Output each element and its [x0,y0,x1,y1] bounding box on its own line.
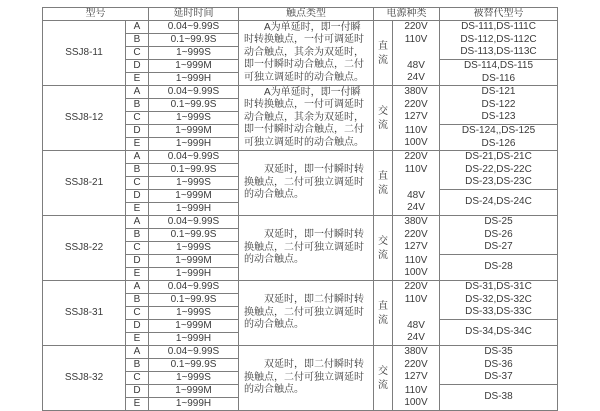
voltage-value: 24V [407,332,425,344]
voltage-group-top [393,346,440,385]
variant-letter-cell: E [126,333,149,346]
voltage-group-top [393,21,440,60]
voltage-value: 127V [404,241,428,252]
replaced-model-value: DS-28 [484,261,513,273]
delay-time-cell: 1~999M [149,255,239,268]
voltage-value: 110V [404,293,428,305]
replaced-model-value: DS-111,DS-111C [461,21,536,32]
contact-type-cell [239,86,374,151]
replaced-model-value: DS-32,DS-32C [465,293,532,305]
voltage-group-top [393,86,440,125]
variant-letter-cell: D [126,320,149,333]
variant-letter-cell: C [126,177,149,190]
replaced-model-value: DS-121 [481,86,516,97]
voltage-value: 48V [407,59,425,71]
replaced-model-value: DS-112,DS-112C [460,33,537,45]
voltage-value: 127V [404,111,428,122]
replaced-model-value: DS-21,DS-21C [465,151,532,162]
variant-letter-cell: E [126,268,149,281]
power-kind-cell [374,21,393,86]
replaced-model-value: DS-31,DS-31C [465,281,532,292]
replaced-group-bottom [440,385,558,411]
power-kind-char: 流 [378,249,388,261]
voltage-group-top [393,281,440,320]
col-header-model: 型号 [43,8,149,21]
contact-type-text: A为单延时，即一付瞬时转换触点，一付可调延时动合触点，其余为双延时，即一付瞬时动合触点，二付可独立调延时的动合触点。 [244,86,364,148]
relay-spec-table [42,7,558,411]
voltage-value: 127V [404,371,428,382]
variant-letter-cell: E [126,398,149,411]
voltage-value: 110V [404,124,428,136]
model-cell: SSJ8-32 [43,346,126,411]
voltage-group-bottom [393,385,440,411]
contact-type-cell [239,216,374,281]
delay-time-cell: 0.1~99.9S [149,34,239,47]
delay-time-cell: 1~999S [149,372,239,385]
variant-letter-cell: B [126,164,149,177]
contact-type-text: A为单延时，即一付瞬时转换触点，一付可调延时动合触点，其余为双延时，即一付瞬时动合触点，二付可独立调延时的动合触点。 [244,21,364,83]
power-kind-cell [374,346,393,411]
variant-letter-cell: D [126,125,149,138]
replaced-model-value: DS-37 [484,371,513,382]
variant-letter-cell: B [126,294,149,307]
voltage-value: 110V [404,254,428,266]
delay-time-cell: 1~999H [149,333,239,346]
delay-time-cell: 0.1~99.9S [149,294,239,307]
delay-time-cell: 1~999M [149,320,239,333]
power-kind-char: 流 [378,184,388,196]
replaced-model-value: DS-22,DS-22C [465,163,532,175]
power-kind-cell [374,281,393,346]
power-kind-char: 交 [378,235,388,247]
model-cell: SSJ8-12 [43,86,126,151]
variant-letter-cell: C [126,307,149,320]
replaced-group-top [440,281,558,320]
variant-letter-cell: B [126,229,149,242]
replaced-model-value: DS-26 [484,228,513,240]
model-cell: SSJ8-11 [43,21,126,86]
voltage-group-bottom [393,60,440,86]
voltage-value: 100V [404,267,428,279]
voltage-value: 100V [404,397,428,409]
variant-letter-cell: E [126,138,149,151]
col-header-delay: 延时时间 [149,8,239,21]
power-kind-char: 直 [378,40,388,52]
replaced-model-value: DS-36 [484,358,513,370]
variant-letter-cell: B [126,99,149,112]
replaced-model-value: DS-27 [484,241,513,252]
variant-letter-cell: A [126,281,149,294]
model-cell: SSJ8-21 [43,151,126,216]
table-row [43,216,558,229]
replaced-model-value: DS-24,DS-24C [465,196,532,208]
delay-time-cell: 1~999M [149,125,239,138]
variant-letter-cell: A [126,346,149,359]
variant-letter-cell: D [126,60,149,73]
variant-letter-cell: E [126,203,149,216]
delay-time-cell: 1~999S [149,242,239,255]
replaced-model-value: DS-25 [484,216,513,227]
replaced-model-value: DS-126 [481,137,516,149]
table-row [43,281,558,294]
variant-letter-cell: A [126,86,149,99]
delay-time-cell: 0.04~9.99S [149,281,239,294]
variant-letter-cell: C [126,372,149,385]
header-row [43,8,558,21]
power-kind-char: 流 [378,54,388,66]
replaced-model-value: DS-34,DS-34C [465,326,532,338]
voltage-value: 220V [404,358,428,370]
voltage-value: 220V [404,228,428,240]
col-header-replaced: 被替代型号 [440,8,558,21]
variant-letter-cell: C [126,47,149,60]
contact-type-text: 双延时，即一付瞬时转换触点，二付可独立调延时的动合触点。 [244,164,364,201]
power-kind-cell [374,86,393,151]
power-kind-cell [374,216,393,281]
delay-time-cell: 1~999S [149,307,239,320]
voltage-value: 380V [404,86,428,97]
table-row [43,21,558,34]
power-kind-cell [374,151,393,216]
power-kind-char: 交 [378,365,388,377]
replaced-group-top [440,151,558,190]
voltage-value: 48V [407,189,425,201]
contact-type-text: 双延时，即二付瞬时转换触点，二付可独立调延时的动合触点。 [244,359,364,396]
voltage-value: 220V [404,21,428,32]
model-cell: SSJ8-22 [43,216,126,281]
replaced-group-top [440,21,558,60]
contact-type-text: 双延时，即二付瞬时转换触点，二付可独立调延时的动合触点。 [244,294,364,331]
delay-time-cell: 1~999H [149,203,239,216]
delay-time-cell: 1~999M [149,190,239,203]
model-cell: SSJ8-31 [43,281,126,346]
variant-letter-cell: D [126,255,149,268]
power-kind-char: 流 [378,314,388,326]
variant-letter-cell: D [126,385,149,398]
replaced-group-bottom [440,60,558,86]
delay-time-cell: 1~999H [149,268,239,281]
contact-type-text: 双延时，即一付瞬时转换触点，二付可独立调延时的动合触点。 [244,229,364,266]
contact-type-cell [239,151,374,216]
delay-time-cell: 1~999M [149,385,239,398]
table-row [43,86,558,99]
replaced-model-value: DS-38 [484,391,513,403]
replaced-group-top [440,86,558,125]
contact-type-cell [239,346,374,411]
delay-time-cell: 0.1~99.9S [149,99,239,112]
voltage-group-top [393,151,440,190]
table-row [43,151,558,164]
power-kind-char: 直 [378,170,388,182]
delay-time-cell: 1~999H [149,138,239,151]
contact-type-cell [239,21,374,86]
voltage-group-top [393,216,440,255]
delay-time-cell: 1~999H [149,73,239,86]
voltage-value: 48V [407,319,425,331]
replaced-model-value: DS-124,,DS-125 [461,125,536,136]
col-header-contact: 触点类型 [239,8,374,21]
voltage-value: 24V [407,202,425,214]
replaced-group-top [440,216,558,255]
replaced-model-value: DS-113,DS-113C [460,46,537,57]
variant-letter-cell: B [126,34,149,47]
voltage-value: 100V [404,137,428,149]
variant-letter-cell: D [126,190,149,203]
voltage-group-bottom [393,190,440,216]
voltage-value: 110V [404,163,428,175]
replaced-group-bottom [440,125,558,151]
variant-letter-cell: B [126,359,149,372]
power-kind-char: 交 [378,105,388,117]
replaced-group-bottom [440,320,558,346]
replaced-model-value: DS-35 [484,346,513,357]
replaced-model-value: DS-33,DS-33C [465,306,532,317]
replaced-model-value: DS-122 [481,98,516,110]
power-kind-char: 流 [378,379,388,391]
voltage-value: 110V [404,33,428,45]
contact-type-cell [239,281,374,346]
delay-time-cell: 0.1~99.9S [149,359,239,372]
replaced-model-value: DS-123 [481,111,516,122]
voltage-value: 380V [404,216,428,227]
replaced-group-bottom [440,255,558,281]
table-row [43,346,558,359]
delay-time-cell: 1~999S [149,47,239,60]
voltage-value: 220V [404,281,428,292]
delay-time-cell: 0.04~9.99S [149,216,239,229]
delay-time-cell: 0.1~99.9S [149,229,239,242]
voltage-value: 24V [407,72,425,84]
power-kind-char: 直 [378,300,388,312]
delay-time-cell: 0.04~9.99S [149,151,239,164]
replaced-model-value: DS-116 [481,72,516,84]
delay-time-cell: 0.04~9.99S [149,21,239,34]
col-header-power: 电源种类 [374,8,440,21]
delay-time-cell: 1~999S [149,112,239,125]
delay-time-cell: 0.1~99.9S [149,164,239,177]
replaced-model-value: DS-114,DS-115 [463,60,534,71]
delay-time-cell: 0.04~9.99S [149,346,239,359]
voltage-value: 220V [404,151,428,162]
replaced-group-bottom [440,190,558,216]
voltage-group-bottom [393,320,440,346]
voltage-value: 110V [404,384,428,396]
voltage-group-bottom [393,255,440,281]
variant-letter-cell: C [126,112,149,125]
delay-time-cell: 1~999S [149,177,239,190]
replaced-group-top [440,346,558,385]
delay-time-cell: 1~999H [149,398,239,411]
replaced-model-value: DS-23,DS-23C [465,176,532,187]
voltage-value: 220V [404,98,428,110]
power-kind-char: 流 [378,119,388,131]
variant-letter-cell: C [126,242,149,255]
voltage-value: 380V [404,346,428,357]
delay-time-cell: 1~999M [149,60,239,73]
variant-letter-cell: A [126,21,149,34]
delay-time-cell: 0.04~9.99S [149,86,239,99]
voltage-group-bottom [393,125,440,151]
variant-letter-cell: E [126,73,149,86]
variant-letter-cell: A [126,151,149,164]
variant-letter-cell: A [126,216,149,229]
